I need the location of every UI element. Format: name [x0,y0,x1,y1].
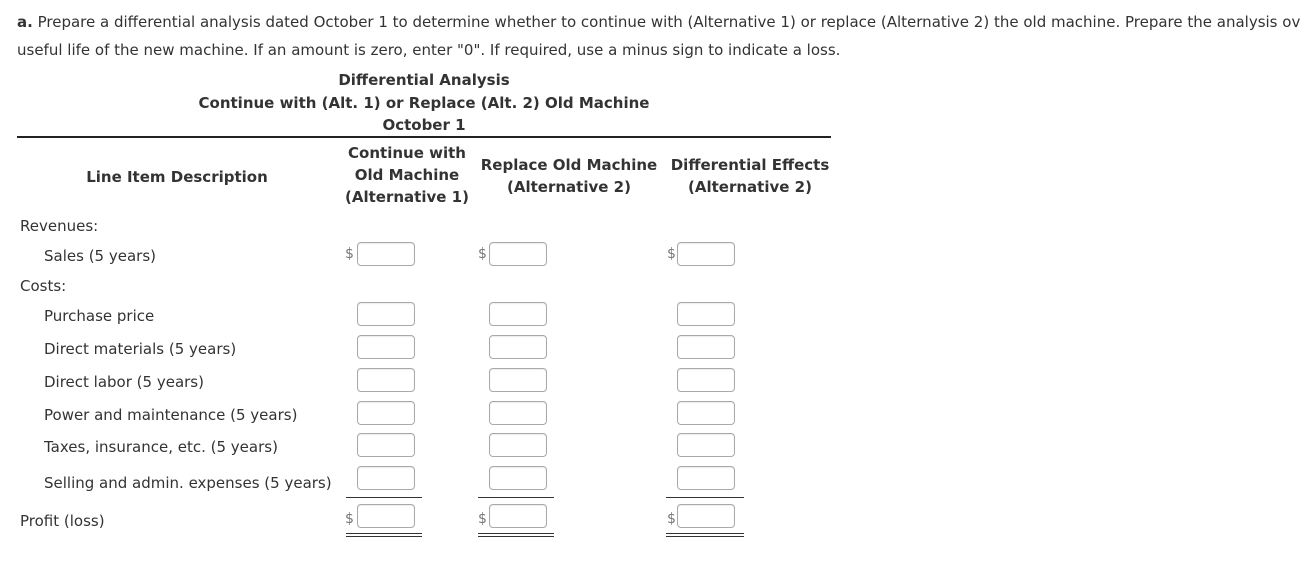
row-label-profit: Profit (loss) [20,512,105,530]
total-rule-alt1 [346,497,422,498]
labor-alt2-input[interactable] [489,368,547,392]
dollar-sign: $ [478,511,487,527]
power-diff-input[interactable] [677,401,735,425]
purchase-diff-input[interactable] [677,302,735,326]
materials-diff-input[interactable] [677,335,735,359]
selling-alt1-input[interactable] [357,466,415,490]
part-letter: a. [17,13,33,31]
column-header-alt1-line3: (Alternative 1) [345,188,469,206]
dollar-sign: $ [345,246,354,262]
column-header-alt1-line2: Old Machine [354,166,460,184]
column-header-diff [662,154,838,198]
column-header-description: Line Item Description [86,168,268,186]
selling-alt2-input[interactable] [489,466,547,490]
column-header-diff-line1: Differential Effects [670,156,830,174]
row-label-purchase: Purchase price [44,307,155,325]
sales-alt2-input[interactable] [489,242,547,266]
row-label-labor: Direct labor (5 years) [44,373,204,391]
row-label-materials: Direct materials (5 years) [44,340,237,358]
report-subtitle: Continue with (Alt. 1) or Replace (Alt. 2) Old Machine [198,94,650,112]
row-label-power: Power and maintenance (5 years) [44,406,298,424]
column-header-alt2-line1: Replace Old Machine [480,156,658,174]
section-revenues: Revenues: [20,217,99,235]
purchase-alt1-input[interactable] [357,302,415,326]
profit-alt1-input[interactable] [357,504,415,528]
instructions-line-2: useful life of the new machine. If an amount is zero, enter "0". If required, use a minus sign to indicate a loss. [17,41,841,59]
power-alt1-input[interactable] [357,401,415,425]
instructions-line-1 [17,12,1300,32]
column-header-alt1 [336,142,478,208]
double-rule-alt1-bottom [346,536,422,537]
sales-alt1-input[interactable] [357,242,415,266]
taxes-diff-input[interactable] [677,433,735,457]
column-header-alt1-line1: Continue with [348,144,466,162]
report-date: October 1 [382,116,466,134]
section-costs: Costs: [20,277,67,295]
column-header-alt2-line2: (Alternative 2) [507,178,631,196]
double-rule-diff-top [666,533,744,534]
report-title: Differential Analysis [338,71,510,89]
materials-alt1-input[interactable] [357,335,415,359]
double-rule-alt2-top [478,533,554,534]
total-rule-diff [666,497,744,498]
materials-alt2-input[interactable] [489,335,547,359]
selling-diff-input[interactable] [677,466,735,490]
purchase-alt2-input[interactable] [489,302,547,326]
row-label-sales: Sales (5 years) [44,247,156,265]
header-rule [17,136,831,138]
dollar-sign: $ [478,246,487,262]
dollar-sign: $ [345,511,354,527]
total-rule-alt2 [478,497,554,498]
labor-diff-input[interactable] [677,368,735,392]
row-label-selling: Selling and admin. expenses (5 years) [44,474,332,492]
power-alt2-input[interactable] [489,401,547,425]
dollar-sign: $ [667,511,676,527]
column-header-diff-line2: (Alternative 2) [688,178,812,196]
profit-alt2-input[interactable] [489,504,547,528]
column-header-alt2 [478,154,660,198]
double-rule-alt2-bottom [478,536,554,537]
instructions-text-1: Prepare a differential analysis dated October 1 to determine whether to continue with (Alternative 1) or replace (Alternative 2) the old machine. Prepare the analysis ov [32,13,1301,31]
taxes-alt1-input[interactable] [357,433,415,457]
double-rule-diff-bottom [666,536,744,537]
profit-diff-input[interactable] [677,504,735,528]
sales-diff-input[interactable] [677,242,735,266]
double-rule-alt1-top [346,533,422,534]
taxes-alt2-input[interactable] [489,433,547,457]
row-label-taxes: Taxes, insurance, etc. (5 years) [44,438,278,456]
labor-alt1-input[interactable] [357,368,415,392]
dollar-sign: $ [667,246,676,262]
